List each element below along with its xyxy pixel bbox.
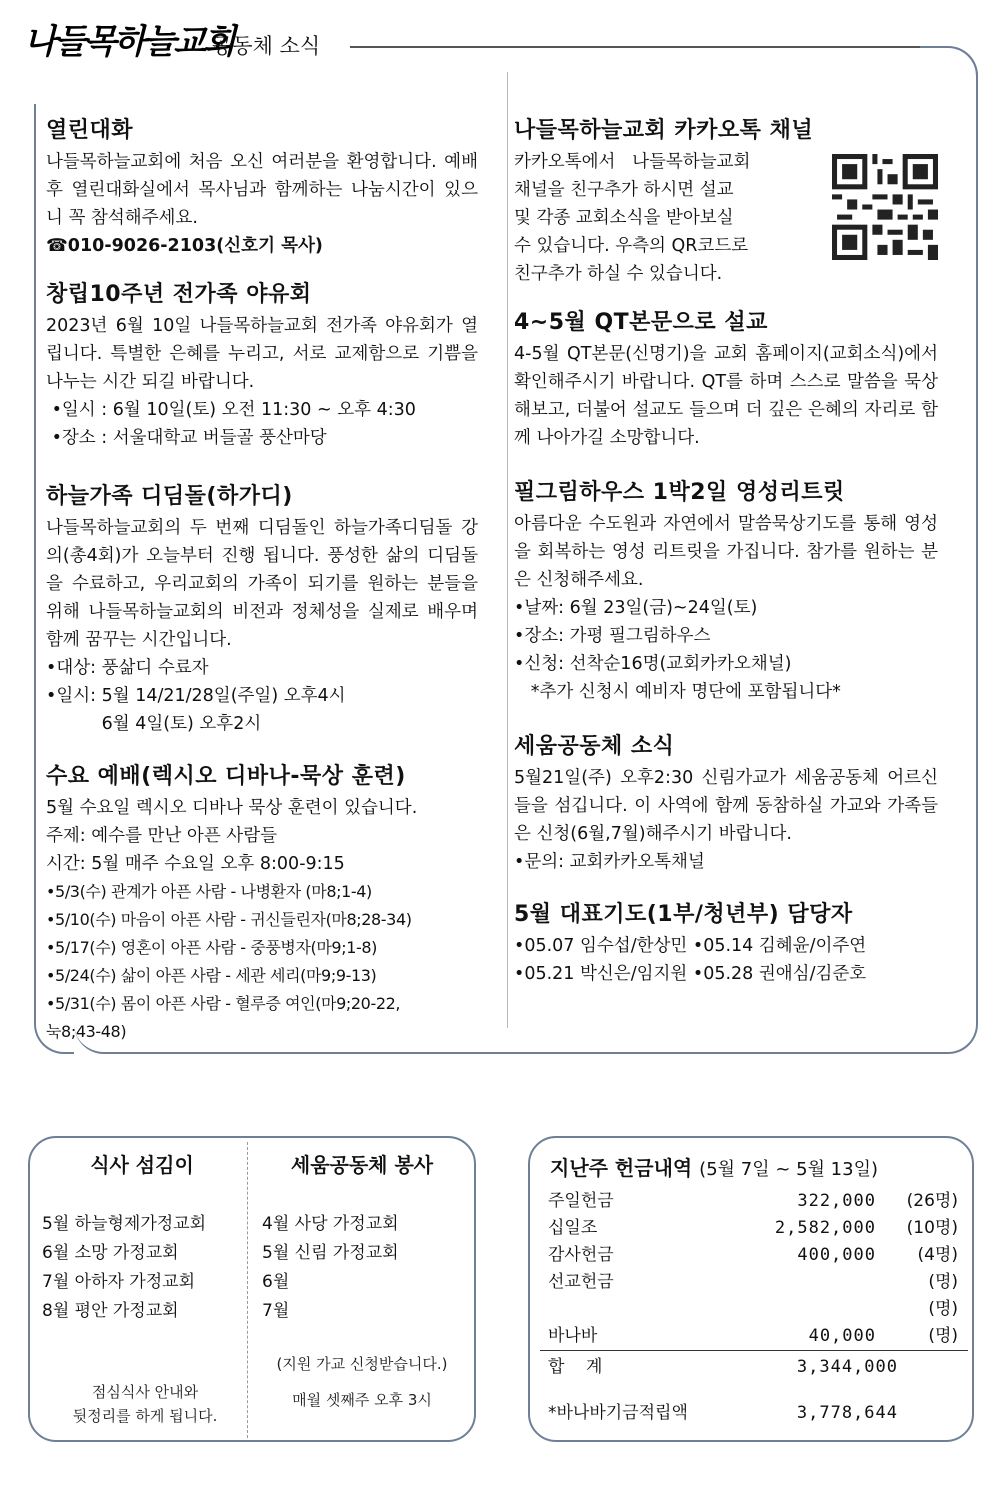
section-stepping-stone	[46, 482, 478, 738]
detail-line: •날짜: 6월 23일(금)~24일(토)	[514, 598, 758, 618]
fund-amount: 3,778,644	[796, 1403, 898, 1423]
column-divider	[507, 72, 508, 1028]
detail-line: 주제: 예수를 만난 아픈 사람들	[46, 826, 278, 846]
contact-phone: ☎010-9026-2103(신호기 목사)	[46, 236, 323, 256]
section-picnic	[46, 280, 478, 452]
list-item: 7월 아하자 가정교회	[42, 1272, 195, 1292]
detail-line: 친구추가 하실 수 있습니다.	[514, 264, 723, 284]
meal-footer	[50, 1380, 240, 1428]
detail-line: •05.21 박신은/임지원 •05.28 권애심/김준호	[514, 964, 867, 984]
row-label: 십일조	[548, 1218, 598, 1238]
list-item: 4월 사당 가정교회	[262, 1214, 399, 1234]
row-count: (명)	[928, 1272, 958, 1292]
section-body: 나들목하늘교회의 두 번째 디딤돌인 하늘가족디딤돌 강의(총4회)가 오늘부터 진행 됩니다. 풍성한 삶의 디딤돌을 수료하고, 우리교회의 가족이 되기를 원하는 분들을 위해 나들목하늘교회의 비전과 정체성을 실제로 배우며 함께 꿈꾸는 시간입니다.	[46, 518, 478, 650]
section-title: 필그림하우스 1박2일 영성리트릿	[514, 480, 845, 505]
total-label: 합 계	[548, 1357, 603, 1377]
list-item: 8월 평안 가정교회	[42, 1301, 179, 1321]
service-note: (지원 가교 신청받습니다.)	[276, 1355, 448, 1373]
left-column	[46, 116, 478, 1066]
table-row	[548, 1242, 958, 1269]
section-seum-community	[514, 732, 938, 876]
detail-line: •대상: 풍삶디 수료자	[46, 658, 209, 678]
detail-line: •신청: 선착순16명(교회카카오채널)	[514, 654, 792, 674]
detail-line: •문의: 교회카카오톡채널	[514, 852, 705, 872]
section-wednesday-worship	[46, 762, 478, 1046]
service-title: 세움공동체 봉사	[290, 1153, 434, 1177]
list-item: 5월 신림 가정교회	[262, 1243, 399, 1263]
section-title: 세움공동체 소식	[514, 734, 675, 759]
section-title: 열린대화	[46, 118, 134, 143]
schedule-line: •5/24(수) 삶이 아픈 사람 - 세관 세리(마9;9-13)	[46, 966, 377, 985]
offering-title-text: 지난주 헌금내역	[550, 1156, 693, 1180]
service-box	[28, 1136, 476, 1442]
list-item: 5월 하늘형제가정교회	[42, 1214, 207, 1234]
qr-code-icon[interactable]	[832, 154, 938, 260]
offering-box	[528, 1136, 974, 1442]
schedule-line: 눅8;43-48)	[46, 1022, 127, 1041]
offering-title	[550, 1152, 878, 1181]
detail-line: •장소: 가평 필그림하우스	[514, 626, 711, 646]
service-footer: 매월 셋째주 오후 3시	[292, 1391, 432, 1409]
section-kakao-channel	[514, 116, 938, 288]
church-logo: 나들목하늘교회	[24, 22, 233, 62]
schedule-line: •5/17(수) 영혼이 아픈 사람 - 중풍병자(마9;1-8)	[46, 938, 377, 957]
offering-period: (5월 7일 ~ 5월 13일)	[699, 1159, 878, 1180]
table-row	[548, 1296, 958, 1323]
section-title: 5월 대표기도(1부/청년부) 담당자	[514, 902, 853, 927]
section-retreat	[514, 478, 938, 706]
table-row	[548, 1269, 958, 1296]
row-label: 선교헌금	[548, 1272, 614, 1292]
seum-service-column	[262, 1150, 462, 1326]
total-amount: 3,344,000	[796, 1357, 898, 1377]
row-count: (명)	[928, 1326, 958, 1346]
section-prayer-leaders	[514, 900, 938, 988]
row-count: (10명)	[906, 1218, 958, 1238]
detail-line: •장소 : 서울대학교 버들골 풍산마당	[46, 428, 327, 448]
row-count: (명)	[928, 1299, 958, 1319]
row-amount: 40,000	[808, 1326, 876, 1346]
total-row	[548, 1354, 958, 1381]
detail-line: 수 있습니다. 우측의 QR코드로	[514, 236, 749, 256]
detail-line: 채널을 친구추가 하시면 설교	[514, 180, 734, 200]
fund-label: *바나바기금적립액	[548, 1403, 688, 1423]
row-count: (4명)	[917, 1245, 958, 1265]
section-body: 아름다운 수도원과 자연에서 말씀묵상기도를 통해 영성을 회복하는 영성 리트릿을 가집니다. 참가를 원하는 분은 신청해주세요.	[514, 514, 938, 590]
row-amount: 2,582,000	[774, 1218, 876, 1238]
detail-line: 카카오톡에서 나들목하늘교회	[514, 152, 751, 172]
detail-line: 및 각종 교회소식을 받아보실	[514, 208, 734, 228]
list-item: 6월	[262, 1272, 290, 1292]
header-title: 공동체 소식	[212, 34, 321, 58]
meal-footer-line: 뒷정리를 하게 됩니다.	[72, 1407, 218, 1425]
meal-column	[42, 1150, 242, 1326]
right-column	[514, 116, 938, 1008]
detail-line: 6월 4일(토) 오후2시	[46, 714, 262, 734]
schedule-line: •5/10(수) 마음이 아픈 사람 - 귀신들린자(마8;28-34)	[46, 910, 412, 929]
section-body: 5월21일(주) 오후2:30 신림가교가 세움공동체 어르신들을 섬깁니다. 이 사역에 함께 동참하실 가교와 가족들은 신청(6월,7월)해주시기 바랍니다.	[514, 768, 938, 844]
row-amount: 400,000	[797, 1245, 876, 1265]
section-title: 수요 예배(렉시오 디바나-묵상 훈련)	[46, 764, 406, 789]
detail-line: 5월 수요일 렉시오 디바나 묵상 훈련이 있습니다.	[46, 798, 418, 818]
detail-line: *추가 신청시 예비자 명단에 포함됩니다*	[514, 682, 841, 702]
section-title: 4~5월 QT본문으로 설교	[514, 310, 768, 335]
table-row	[548, 1215, 958, 1242]
row-label: 바나바	[548, 1326, 598, 1346]
row-label: 감사헌금	[548, 1245, 614, 1265]
row-label: 주일헌금	[548, 1191, 614, 1211]
table-row	[548, 1323, 958, 1350]
total-divider	[540, 1350, 968, 1351]
schedule-line: •5/31(수) 몸이 아픈 사람 - 혈루증 여인(마9;20-22,	[46, 994, 401, 1013]
section-open-talk	[46, 116, 478, 260]
section-body: 2023년 6월 10일 나들목하늘교회 전가족 야유회가 열립니다. 특별한 은혜를 누리고, 서로 교제함으로 기쁨을 나누는 시간 되길 바랍니다.	[46, 316, 478, 392]
detail-line: •05.07 임수섭/한상민 •05.14 김혜윤/이주연	[514, 936, 867, 956]
schedule-line: •5/3(수) 관계가 아픈 사람 - 나병환자 (마8;1-4)	[46, 882, 372, 901]
section-title: 나들목하늘교회 카카오톡 채널	[514, 118, 814, 143]
section-body: 4-5월 QT본문(신명기)을 교회 홈페이지(교회소식)에서 확인해주시기 바랍니다. QT를 하며 스스로 말씀을 묵상해보고, 더불어 설교도 들으며 더 깊은 은혜의 자리로 함께 나아가길 소망합니다.	[514, 344, 938, 448]
section-body: 나들목하늘교회에 처음 오신 여러분을 환영합니다. 예배 후 열린대화실에서 목사님과 함께하는 나눔시간이 있으니 꼭 참석해주세요.	[46, 152, 478, 228]
section-qt-sermon	[514, 308, 938, 452]
list-item: 6월 소망 가정교회	[42, 1243, 179, 1263]
meal-footer-line: 점심식사 안내와	[91, 1383, 199, 1401]
meal-title: 식사 섬김이	[90, 1153, 194, 1177]
detail-line: 시간: 5월 매주 수요일 오후 8:00-9:15	[46, 854, 345, 874]
detail-line: •일시 : 6월 10일(토) 오전 11:30 ~ 오후 4:30	[46, 400, 416, 420]
detail-line: •일시: 5월 14/21/28일(주일) 오후4시	[46, 686, 346, 706]
section-title: 하늘가족 디딤돌(하가디)	[46, 484, 293, 509]
row-amount: 322,000	[797, 1191, 876, 1211]
row-count: (26명)	[906, 1191, 958, 1211]
section-title: 창립10주년 전가족 야유회	[46, 282, 312, 307]
fund-row	[548, 1400, 958, 1427]
list-item: 7월	[262, 1301, 290, 1321]
table-row	[548, 1188, 958, 1215]
service-divider	[247, 1142, 249, 1438]
